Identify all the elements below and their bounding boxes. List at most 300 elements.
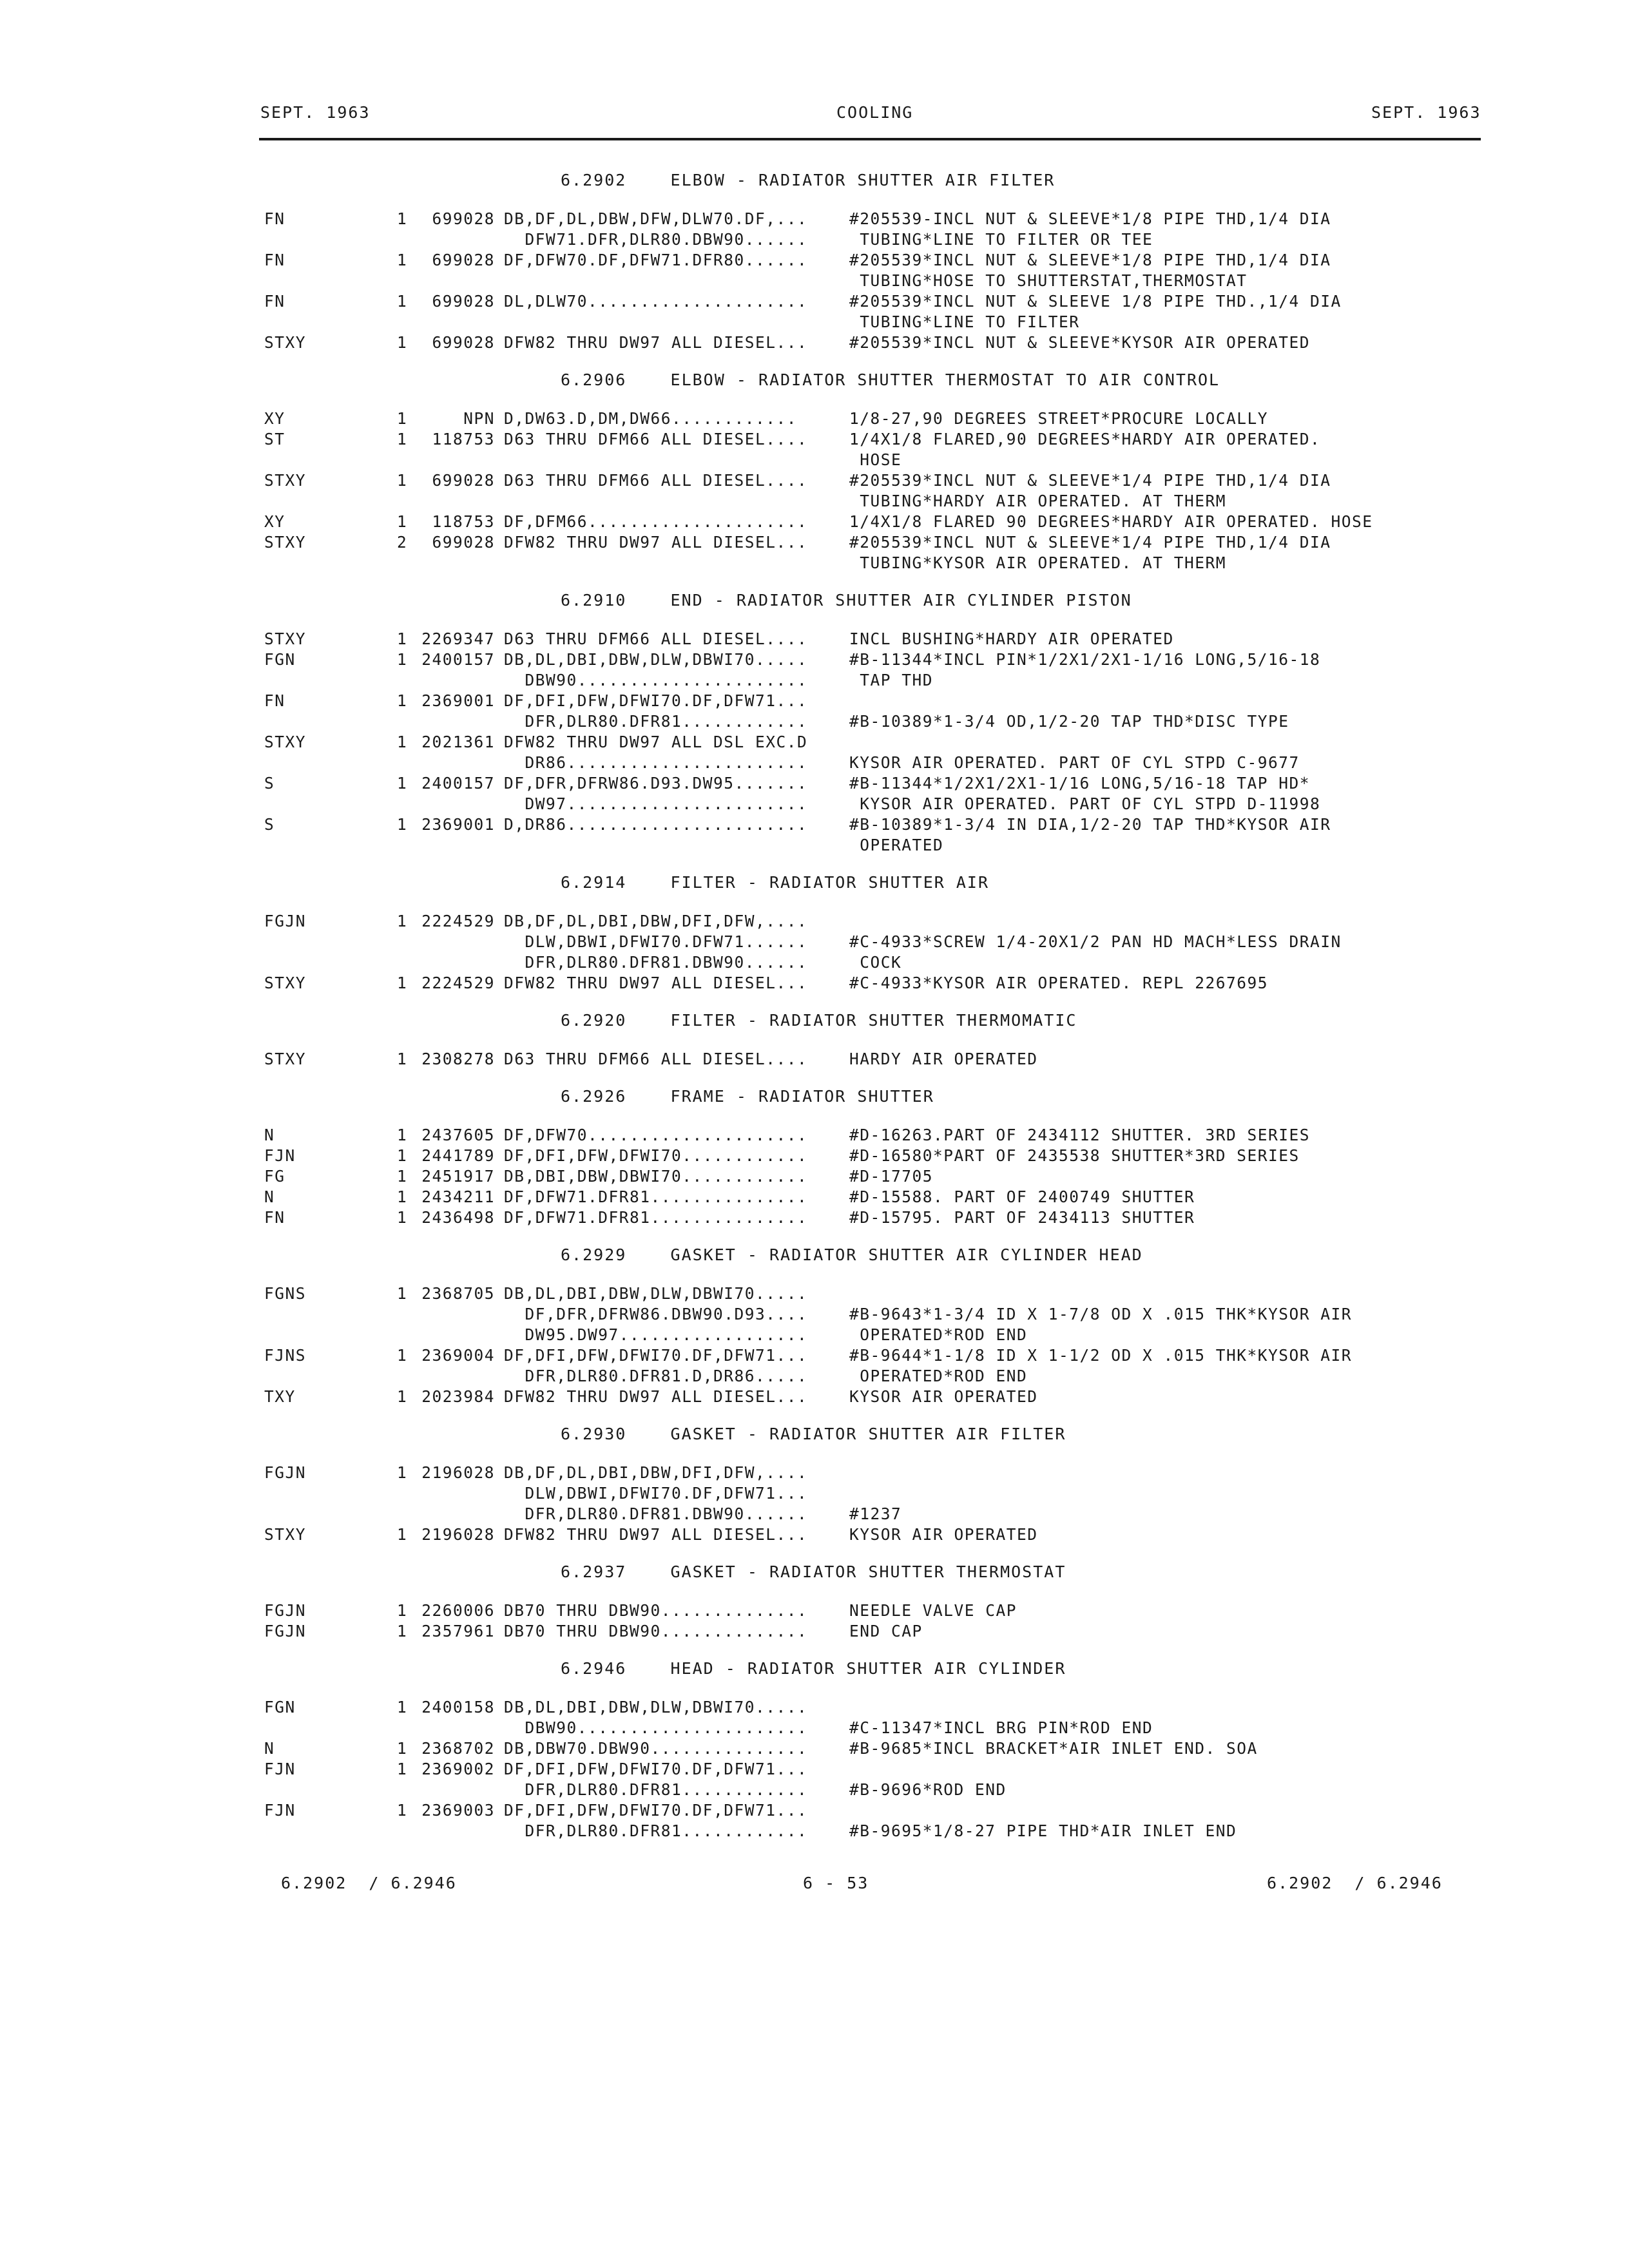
part-number: 118753 — [432, 430, 495, 448]
usage-code: N — [264, 1739, 275, 1758]
section-number: 6.2929 — [561, 1245, 627, 1264]
entry-lines — [500, 332, 1481, 353]
usage-code: ST — [264, 430, 285, 448]
entry-line — [500, 312, 1481, 332]
model-applicability — [500, 491, 849, 512]
part-entry — [264, 973, 1489, 994]
part-number: 2451917 — [421, 1167, 495, 1186]
part-entry — [264, 1283, 1489, 1345]
part-entry — [264, 332, 1489, 353]
section-number: 6.2914 — [561, 873, 627, 892]
usage-code: FGNS — [264, 1284, 307, 1303]
usage-code: N — [264, 1126, 275, 1144]
parts-section — [264, 1086, 1489, 1241]
model-applicability: DR86....................... — [504, 753, 808, 772]
entry-lines — [500, 691, 1481, 732]
usage-code: S — [264, 815, 275, 834]
part-description: #205539*INCL NUT & SLEEVE*1/8 PIPE THD,1/4 DIA — [849, 251, 1331, 269]
entry-line — [500, 1366, 1481, 1387]
entry-line — [500, 1821, 1481, 1841]
part-description: #B-10389*1-3/4 OD,1/2-20 TAP THD*DISC TYPE — [849, 712, 1289, 731]
part-number: NPN — [463, 409, 495, 428]
model-applicability: D63 THRU DFM66 ALL DIESEL.... — [504, 430, 808, 448]
model-applicability: DFW82 THRU DW97 ALL DIESEL... — [504, 333, 808, 352]
part-entry — [264, 1125, 1489, 1146]
part-description: #205539*INCL NUT & SLEEVE*1/4 PIPE THD,1/4 DIA — [849, 533, 1331, 552]
part-entry — [264, 691, 1489, 732]
quantity: 1 — [397, 1622, 408, 1640]
part-entry — [264, 1387, 1489, 1407]
entry-line — [500, 670, 1481, 691]
part-description — [849, 732, 1481, 753]
part-number: 699028 — [432, 292, 495, 311]
entry-line — [500, 1325, 1481, 1345]
quantity: 1 — [397, 209, 408, 228]
part-entry — [264, 732, 1489, 773]
entry-line — [500, 408, 1481, 429]
entry-line — [500, 209, 1481, 229]
part-number: 2308278 — [421, 1050, 495, 1068]
part-entry — [264, 1524, 1489, 1545]
footer-range-left: 6.2902 / 6.2946 — [281, 1874, 457, 1892]
model-applicability: DFR,DLR80.DFR81.D,DR86..... — [504, 1367, 808, 1385]
entry-line — [500, 1524, 1481, 1545]
part-number: 2357961 — [421, 1622, 495, 1640]
entry-lines — [500, 1187, 1481, 1207]
part-description: #C-4933*SCREW 1/4-20X1/2 PAN HD MACH*LESS DRAIN — [849, 932, 1342, 951]
entry-lines — [500, 973, 1481, 994]
part-description: #B-9644*1-1/8 ID X 1-1/2 OD X .015 THK*KYSOR AIR — [849, 1346, 1353, 1365]
part-entry — [264, 814, 1489, 856]
usage-code: STXY — [264, 733, 307, 751]
section-title: FILTER - RADIATOR SHUTTER AIR — [670, 873, 990, 892]
section-heading — [264, 170, 1489, 191]
entry-lines — [500, 1738, 1481, 1759]
part-description — [849, 1697, 1481, 1718]
model-applicability: DB70 THRU DBW90.............. — [504, 1622, 808, 1640]
section-title: GASKET - RADIATOR SHUTTER THERMOSTAT — [670, 1562, 1066, 1581]
part-description: OPERATED — [849, 836, 944, 854]
model-applicability: DF,DFW71.DFR81............... — [504, 1187, 808, 1206]
entry-line — [500, 932, 1481, 952]
quantity: 1 — [397, 1739, 408, 1758]
parts-section — [264, 1424, 1489, 1558]
model-applicability — [500, 553, 849, 573]
entry-line — [500, 973, 1481, 994]
entry-line — [500, 1387, 1481, 1407]
entry-line — [500, 794, 1481, 814]
entry-lines — [500, 1049, 1481, 1070]
part-entry — [264, 429, 1489, 470]
part-entry — [264, 773, 1489, 814]
entry-lines — [500, 1387, 1481, 1407]
entry-line — [500, 1504, 1481, 1524]
usage-code: FJN — [264, 1146, 296, 1165]
entry-line — [500, 1621, 1481, 1642]
model-applicability: DF,DFI,DFW,DFWI70............ — [504, 1146, 808, 1165]
usage-code: N — [264, 1187, 275, 1206]
model-applicability: DF,DFR,DFRW86.DBW90.D93.... — [504, 1305, 808, 1323]
part-description: HOSE — [849, 450, 902, 469]
part-description: #B-11344*INCL PIN*1/2X1/2X1-1/16 LONG,5/16-18 — [849, 650, 1321, 669]
part-number: 2400157 — [421, 774, 495, 793]
part-entry — [264, 1166, 1489, 1187]
part-description: #D-16580*PART OF 2435538 SHUTTER*3RD SERIES — [849, 1146, 1300, 1165]
model-applicability: DF,DFI,DFW,DFWI70.DF,DFW71... — [504, 691, 808, 710]
parts-section — [264, 370, 1489, 586]
quantity: 1 — [397, 1760, 408, 1778]
part-number: 2436498 — [421, 1208, 495, 1227]
entry-line — [500, 952, 1481, 973]
header-rule — [259, 138, 1481, 140]
usage-code: FGJN — [264, 912, 307, 930]
entry-lines — [500, 1600, 1481, 1621]
part-entry — [264, 532, 1489, 573]
entry-lines — [500, 1207, 1481, 1228]
part-number: 2437605 — [421, 1126, 495, 1144]
part-entry — [264, 408, 1489, 429]
model-applicability: DF,DFW70.DF,DFW71.DFR80...... — [504, 251, 808, 269]
model-applicability: D,DW63.D,DM,DW66............ — [504, 409, 798, 428]
quantity: 1 — [397, 691, 408, 710]
entry-line — [500, 532, 1481, 553]
usage-code: FN — [264, 1208, 285, 1227]
section-title: ELBOW - RADIATOR SHUTTER THERMOSTAT TO AIR CONTROL — [670, 370, 1220, 389]
section-number: 6.2926 — [561, 1087, 627, 1106]
section-heading — [264, 1658, 1489, 1679]
usage-code: FN — [264, 292, 285, 311]
model-applicability: DF,DFW70..................... — [504, 1126, 808, 1144]
part-description: KYSOR AIR OPERATED. PART OF CYL STPD C-9677 — [849, 753, 1300, 772]
part-number: 2369003 — [421, 1801, 495, 1820]
part-description: TUBING*KYSOR AIR OPERATED. AT THERM — [849, 553, 1227, 572]
part-description: 1/4X1/8 FLARED,90 DEGREES*HARDY AIR OPERATED. — [849, 430, 1321, 448]
part-number: 2400157 — [421, 650, 495, 669]
part-entry — [264, 250, 1489, 291]
part-description: #D-15795. PART OF 2434113 SHUTTER — [849, 1208, 1195, 1227]
part-description — [849, 1483, 1481, 1504]
entry-line — [500, 291, 1481, 312]
header-title: COOLING — [836, 103, 914, 122]
model-applicability: DFW82 THRU DW97 ALL DIESEL... — [504, 533, 808, 552]
part-entry — [264, 1697, 1489, 1738]
usage-code: FGN — [264, 650, 296, 669]
quantity: 1 — [397, 251, 408, 269]
part-description: TUBING*LINE TO FILTER — [849, 312, 1080, 331]
part-entry — [264, 470, 1489, 512]
entry-line — [500, 1738, 1481, 1759]
model-applicability: DFW82 THRU DW97 ALL DIESEL... — [504, 974, 808, 992]
section-heading — [264, 1424, 1489, 1445]
parts-section — [264, 590, 1489, 869]
entry-line — [500, 450, 1481, 470]
part-description: #205539-INCL NUT & SLEEVE*1/8 PIPE THD,1/4 DIA — [849, 209, 1331, 228]
entry-line — [500, 1800, 1481, 1821]
part-description: INCL BUSHING*HARDY AIR OPERATED — [849, 629, 1174, 648]
entry-line — [500, 271, 1481, 291]
section-number: 6.2920 — [561, 1011, 627, 1030]
quantity: 1 — [397, 1601, 408, 1620]
usage-code: FGJN — [264, 1463, 307, 1482]
part-description — [849, 691, 1481, 711]
quantity: 1 — [397, 1387, 408, 1406]
quantity: 1 — [397, 430, 408, 448]
entry-line — [500, 691, 1481, 711]
quantity: 1 — [397, 1208, 408, 1227]
entry-line — [500, 250, 1481, 271]
part-entry — [264, 911, 1489, 973]
part-number: 2441789 — [421, 1146, 495, 1165]
part-description: #B-9685*INCL BRACKET*AIR INLET END. SOA — [849, 1739, 1258, 1758]
part-description: #D-17705 — [849, 1167, 934, 1186]
entry-line — [500, 553, 1481, 573]
part-number: 699028 — [432, 533, 495, 552]
entry-lines — [500, 1146, 1481, 1166]
model-applicability: D63 THRU DFM66 ALL DIESEL.... — [504, 471, 808, 490]
part-entry — [264, 1600, 1489, 1621]
entry-line — [500, 1187, 1481, 1207]
model-applicability: D63 THRU DFM66 ALL DIESEL.... — [504, 1050, 808, 1068]
part-number: 2369002 — [421, 1760, 495, 1778]
model-applicability: DFW71.DFR,DLR80.DBW90...... — [504, 230, 808, 249]
quantity: 1 — [397, 1167, 408, 1186]
model-applicability: DB,DBW70.DBW90............... — [504, 1739, 808, 1758]
parts-section — [264, 1245, 1489, 1420]
model-applicability — [500, 835, 849, 856]
part-description: TAP THD — [849, 671, 934, 689]
entry-line — [500, 512, 1481, 532]
model-applicability: DBW90...................... — [504, 671, 808, 689]
model-applicability: D63 THRU DFM66 ALL DIESEL.... — [504, 629, 808, 648]
entry-line — [500, 1718, 1481, 1738]
quantity: 1 — [397, 1050, 408, 1068]
usage-code: FN — [264, 691, 285, 710]
page-number: 6 - 53 — [803, 1874, 869, 1892]
model-applicability: DLW,DBWI,DFWI70.DFW71...... — [504, 932, 808, 951]
usage-code: FN — [264, 209, 285, 228]
model-applicability: DFR,DLR80.DFR81............ — [504, 1780, 808, 1799]
quantity: 1 — [397, 974, 408, 992]
part-entry — [264, 629, 1489, 649]
part-description: KYSOR AIR OPERATED. PART OF CYL STPD D-11998 — [849, 794, 1321, 813]
entry-line — [500, 1283, 1481, 1304]
model-applicability: DB,DF,DL,DBI,DBW,DFI,DFW,.... — [504, 1463, 808, 1482]
section-number: 6.2946 — [561, 1659, 627, 1678]
model-applicability: DFW82 THRU DW97 ALL DIESEL... — [504, 1387, 808, 1406]
quantity: 1 — [397, 409, 408, 428]
quantity: 1 — [397, 1284, 408, 1303]
parts-list — [264, 166, 1489, 1854]
entry-lines — [500, 911, 1481, 973]
entry-line — [500, 649, 1481, 670]
part-number: 2260006 — [421, 1601, 495, 1620]
part-description — [849, 1800, 1481, 1821]
part-entry — [264, 1621, 1489, 1642]
quantity: 1 — [397, 292, 408, 311]
entry-lines — [500, 1759, 1481, 1800]
entry-lines — [500, 1621, 1481, 1642]
model-applicability: DFR,DLR80.DFR81.DBW90...... — [504, 953, 808, 972]
model-applicability — [500, 312, 849, 332]
part-number: 2224529 — [421, 912, 495, 930]
part-number: 699028 — [432, 471, 495, 490]
header-date-left: SEPT. 1963 — [260, 103, 371, 122]
entry-line — [500, 732, 1481, 753]
parts-section — [264, 1010, 1489, 1082]
model-applicability: DBW90...................... — [504, 1718, 808, 1737]
usage-code: FJN — [264, 1801, 296, 1820]
part-number: 2196028 — [421, 1525, 495, 1544]
part-description: #B-9643*1-3/4 ID X 1-7/8 OD X .015 THK*KYSOR AIR — [849, 1305, 1353, 1323]
usage-code: STXY — [264, 629, 307, 648]
part-number: 2368705 — [421, 1284, 495, 1303]
part-description: #D-15588. PART OF 2400749 SHUTTER — [849, 1187, 1195, 1206]
part-description: #205539*INCL NUT & SLEEVE*KYSOR AIR OPERATED — [849, 333, 1311, 352]
part-entry — [264, 1463, 1489, 1524]
usage-code: STXY — [264, 333, 307, 352]
model-applicability: DFW82 THRU DW97 ALL DSL EXC.D — [504, 733, 808, 751]
entry-line — [500, 332, 1481, 353]
usage-code: STXY — [264, 1525, 307, 1544]
part-description: #B-9696*ROD END — [849, 1780, 1007, 1799]
entry-lines — [500, 629, 1481, 649]
entry-lines — [500, 1463, 1481, 1524]
entry-line — [500, 1207, 1481, 1228]
section-heading — [264, 590, 1489, 611]
model-applicability — [500, 271, 849, 291]
entry-lines — [500, 470, 1481, 512]
quantity: 1 — [397, 1801, 408, 1820]
model-applicability: DF,DFI,DFW,DFWI70.DF,DFW71... — [504, 1760, 808, 1778]
model-applicability: DW97....................... — [504, 794, 808, 813]
model-applicability: DB,DL,DBI,DBW,DLW,DBWI70..... — [504, 1698, 808, 1716]
part-number: 2021361 — [421, 733, 495, 751]
part-entry — [264, 649, 1489, 691]
part-description: KYSOR AIR OPERATED — [849, 1387, 1038, 1406]
section-title: FILTER - RADIATOR SHUTTER THERMOMATIC — [670, 1011, 1077, 1030]
part-entry — [264, 1207, 1489, 1228]
quantity: 1 — [397, 471, 408, 490]
part-description: OPERATED*ROD END — [849, 1325, 1028, 1344]
model-applicability: DB,DL,DBI,DBW,DLW,DBWI70..... — [504, 1284, 808, 1303]
usage-code: STXY — [264, 471, 307, 490]
entry-line — [500, 1166, 1481, 1187]
entry-line — [500, 491, 1481, 512]
part-number: 118753 — [432, 512, 495, 531]
part-description: #1237 — [849, 1504, 902, 1523]
entry-lines — [500, 429, 1481, 470]
entry-line — [500, 470, 1481, 491]
part-description: #205539*INCL NUT & SLEEVE*1/4 PIPE THD,1/4 DIA — [849, 471, 1331, 490]
section-heading — [264, 1245, 1489, 1265]
part-description: NEEDLE VALVE CAP — [849, 1601, 1017, 1620]
part-description: HARDY AIR OPERATED — [849, 1050, 1038, 1068]
usage-code: STXY — [264, 533, 307, 552]
part-entry — [264, 1187, 1489, 1207]
entry-line — [500, 629, 1481, 649]
quantity: 1 — [397, 512, 408, 531]
part-description: #205539*INCL NUT & SLEEVE 1/8 PIPE THD.,1/4 DIA — [849, 292, 1342, 311]
part-number: 2269347 — [421, 629, 495, 648]
quantity: 1 — [397, 629, 408, 648]
parts-section — [264, 170, 1489, 366]
entry-line — [500, 835, 1481, 856]
part-description: COCK — [849, 953, 902, 972]
usage-code: FJNS — [264, 1346, 307, 1365]
part-number: 2369001 — [421, 691, 495, 710]
header-date-right: SEPT. 1963 — [1371, 103, 1481, 122]
part-number: 699028 — [432, 251, 495, 269]
model-applicability: DLW,DBWI,DFWI70.DF,DFW71... — [504, 1484, 808, 1503]
entry-lines — [500, 1800, 1481, 1841]
entry-line — [500, 1600, 1481, 1621]
parts-section — [264, 1658, 1489, 1854]
entry-lines — [500, 773, 1481, 814]
part-number: 2400158 — [421, 1698, 495, 1716]
entry-line — [500, 1304, 1481, 1325]
part-number: 699028 — [432, 333, 495, 352]
usage-code: FN — [264, 251, 285, 269]
part-entry — [264, 1049, 1489, 1070]
model-applicability: D,DR86....................... — [504, 815, 808, 834]
entry-line — [500, 1483, 1481, 1504]
usage-code: XY — [264, 512, 285, 531]
part-description: 1/8-27,90 DEGREES STREET*PROCURE LOCALLY — [849, 409, 1269, 428]
part-entry — [264, 1738, 1489, 1759]
model-applicability: DFR,DLR80.DFR81............ — [504, 712, 808, 731]
section-number: 6.2906 — [561, 370, 627, 389]
part-number: 2224529 — [421, 974, 495, 992]
part-description: #B-10389*1-3/4 IN DIA,1/2-20 TAP THD*KYSOR AIR — [849, 815, 1331, 834]
entry-lines — [500, 532, 1481, 573]
part-description: TUBING*HARDY AIR OPERATED. AT THERM — [849, 492, 1227, 510]
model-applicability: DB,DBI,DBW,DBWI70............ — [504, 1167, 808, 1186]
entry-line — [500, 1146, 1481, 1166]
entry-line — [500, 1345, 1481, 1366]
part-number: 2434211 — [421, 1187, 495, 1206]
model-applicability: DFW82 THRU DW97 ALL DIESEL... — [504, 1525, 808, 1544]
entry-lines — [500, 408, 1481, 429]
part-description: #B-9695*1/8-27 PIPE THD*AIR INLET END — [849, 1821, 1237, 1840]
entry-lines — [500, 1345, 1481, 1387]
quantity: 1 — [397, 1698, 408, 1716]
usage-code: FJN — [264, 1760, 296, 1778]
entry-line — [500, 814, 1481, 835]
section-number: 6.2930 — [561, 1425, 627, 1443]
usage-code: XY — [264, 409, 285, 428]
model-applicability: DB70 THRU DBW90.............. — [504, 1601, 808, 1620]
quantity: 1 — [397, 333, 408, 352]
part-description — [849, 1759, 1481, 1780]
part-entry — [264, 1146, 1489, 1166]
section-title: GASKET - RADIATOR SHUTTER AIR FILTER — [670, 1425, 1066, 1443]
entry-line — [500, 1780, 1481, 1800]
entry-lines — [500, 291, 1481, 332]
section-heading — [264, 1010, 1489, 1031]
part-description: #B-11344*1/2X1/2X1-1/16 LONG,5/16-18 TAP HD* — [849, 774, 1311, 793]
usage-code: S — [264, 774, 275, 793]
entry-lines — [500, 1166, 1481, 1187]
entry-lines — [500, 1283, 1481, 1345]
model-applicability: DB,DF,DL,DBI,DBW,DFI,DFW,.... — [504, 912, 808, 930]
entry-lines — [500, 512, 1481, 532]
section-title: ELBOW - RADIATOR SHUTTER AIR FILTER — [670, 171, 1055, 189]
quantity: 1 — [397, 1187, 408, 1206]
section-heading — [264, 1086, 1489, 1107]
part-number: 2196028 — [421, 1463, 495, 1482]
quantity: 1 — [397, 650, 408, 669]
part-description: 1/4X1/8 FLARED 90 DEGREES*HARDY AIR OPERATED. HOSE — [849, 512, 1373, 531]
